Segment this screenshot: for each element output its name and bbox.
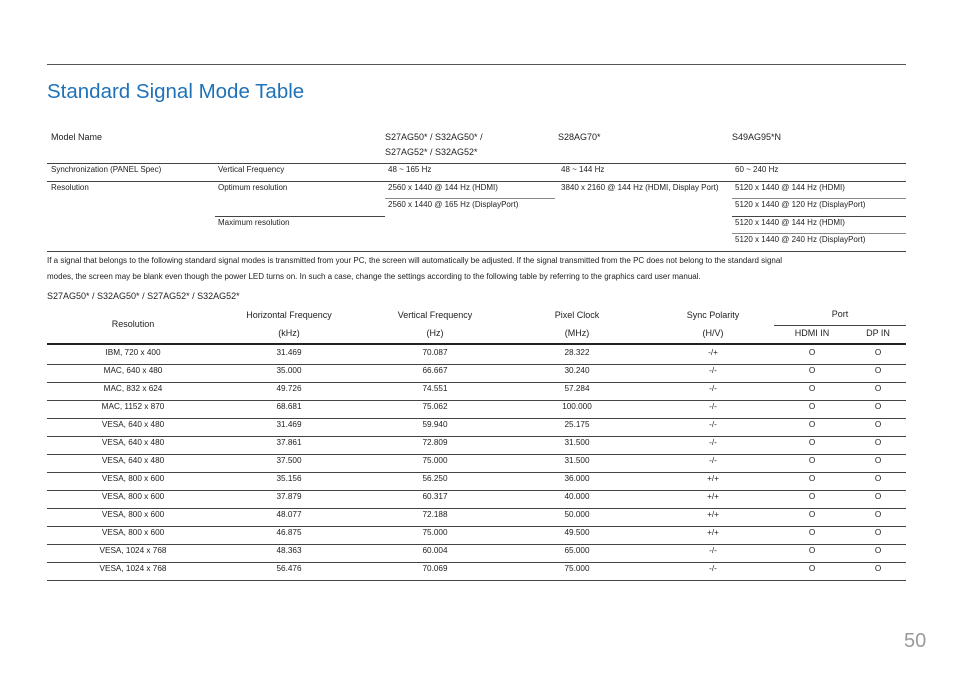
table-row [47,526,906,545]
cell-resolution: VESA, 640 x 480 [101,420,165,429]
opt-a-divider [385,198,555,199]
table-row [47,508,906,527]
table-row [47,472,906,491]
cell-dp: O [874,366,882,375]
table-row [47,418,906,437]
cell-sync: -/- [709,384,717,393]
cell-pclk: 49.500 [564,528,590,537]
opt-a1: 2560 x 1440 @ 144 Hz (HDMI) [388,183,498,192]
cell-resolution: MAC, 832 x 624 [103,384,163,393]
cell-hfreq: 56.476 [276,564,302,573]
cell-hfreq: 35.000 [276,366,302,375]
cell-hfreq: 46.875 [276,528,302,537]
col-hdmi: HDMI IN [794,328,830,338]
spec-sync-rule [47,181,906,182]
cell-pclk: 50.000 [564,510,590,519]
cell-dp: O [874,528,882,537]
cell-sync: +/+ [707,474,719,483]
cell-dp: O [874,510,882,519]
cell-vfreq: 60.004 [422,546,448,555]
cell-hfreq: 31.469 [276,348,302,357]
table-row [47,562,906,581]
col-vfreq: Vertical Frequency [397,310,473,320]
sync-label: Synchronization (PANEL Spec) [51,165,162,174]
table-row [47,544,906,563]
cell-resolution: IBM, 720 x 400 [105,348,161,357]
cell-pclk: 25.175 [564,420,590,429]
note-line-2: modes, the screen may be blank even though the power LED turns on. In such a case, change the settings according to the following table by referring to the graphics card user manual. [47,272,701,281]
cell-pclk: 65.000 [564,546,590,555]
cell-resolution: VESA, 800 x 600 [101,510,165,519]
opt-c-divider [732,198,906,199]
max-c1: 5120 x 1440 @ 144 Hz (HDMI) [735,218,845,227]
cell-vfreq: 72.188 [422,510,448,519]
cell-dp: O [874,564,882,573]
cell-hfreq: 48.077 [276,510,302,519]
col-vfreq-unit: (Hz) [426,328,444,338]
cell-sync: -/- [709,366,717,375]
cell-resolution: MAC, 1152 x 870 [101,402,165,411]
cell-pclk: 40.000 [564,492,590,501]
model-c: S49AG95*N [732,132,782,142]
signal-note [47,253,906,285]
cell-vfreq: 74.551 [422,384,448,393]
cell-hdmi: O [808,402,816,411]
cell-resolution: MAC, 640 x 480 [103,366,163,375]
port-divider [774,325,906,326]
model-name-label: Model Name [51,132,103,142]
cell-vfreq: 56.250 [422,474,448,483]
cell-sync: -/- [709,402,717,411]
cell-dp: O [874,348,882,357]
cell-sync: +/+ [707,492,719,501]
table-row [47,400,906,419]
cell-hdmi: O [808,474,816,483]
cell-vfreq: 72.809 [422,438,448,447]
model-subheading: S27AG50* / S32AG50* / S27AG52* / S32AG52* [47,291,240,301]
cell-hdmi: O [808,492,816,501]
cell-resolution: VESA, 1024 x 768 [99,546,167,555]
cell-hfreq: 68.681 [276,402,302,411]
cell-hdmi: O [808,348,816,357]
cell-hdmi: O [808,456,816,465]
spec-bottom-rule [47,251,906,252]
cell-pclk: 75.000 [564,564,590,573]
cell-dp: O [874,384,882,393]
max-label: Maximum resolution [218,218,290,227]
cell-pclk: 28.322 [564,348,590,357]
cell-dp: O [874,456,882,465]
cell-hdmi: O [808,510,816,519]
cell-hfreq: 35.156 [276,474,302,483]
cell-sync: -/- [709,564,717,573]
opt-c1: 5120 x 1440 @ 144 Hz (HDMI) [735,183,845,192]
cell-sync: +/+ [707,510,719,519]
table-row [47,346,906,365]
cell-hdmi: O [808,546,816,555]
max-left-rule [215,216,385,217]
sync-sub-label: Vertical Frequency [218,165,285,174]
cell-hdmi: O [808,420,816,429]
cell-vfreq: 70.069 [422,564,448,573]
cell-hdmi: O [808,528,816,537]
cell-pclk: 30.240 [564,366,590,375]
cell-vfreq: 66.667 [422,366,448,375]
col-resolution: Resolution [111,319,155,329]
cell-hdmi: O [808,438,816,447]
table-row [47,364,906,383]
model-b: S28AG70* [558,132,601,142]
table-row [47,454,906,473]
cell-pclk: 57.284 [564,384,590,393]
table-row [47,436,906,455]
sync-c: 60 ~ 240 Hz [735,165,779,174]
cell-dp: O [874,420,882,429]
cell-resolution: VESA, 640 x 480 [101,456,165,465]
cell-sync: -/- [709,456,717,465]
cell-dp: O [874,438,882,447]
cell-hfreq: 37.879 [276,492,302,501]
cell-resolution: VESA, 640 x 480 [101,438,165,447]
max-c-divider [732,233,906,234]
cell-resolution: VESA, 800 x 600 [101,492,165,501]
cell-dp: O [874,546,882,555]
cell-hfreq: 37.500 [276,456,302,465]
max-c2: 5120 x 1440 @ 240 Hz (DisplayPort) [735,235,866,244]
cell-hfreq: 31.469 [276,420,302,429]
cell-pclk: 31.500 [564,456,590,465]
sync-b: 48 ~ 144 Hz [561,165,605,174]
col-dp: DP IN [866,328,890,338]
model-a-line2: S27AG52* / S32AG52* [385,147,478,157]
page-title: Standard Signal Mode Table [47,80,305,103]
col-pclk-unit: (MHz) [564,328,590,338]
cell-dp: O [874,474,882,483]
col-sync-unit: (H/V) [702,328,724,338]
cell-dp: O [874,492,882,501]
cell-resolution: VESA, 800 x 600 [101,474,165,483]
page-number: 50 [904,630,927,652]
cell-vfreq: 75.000 [422,528,448,537]
model-a-line1: S27AG50* / S32AG50* / [385,132,483,142]
cell-vfreq: 70.087 [422,348,448,357]
col-sync: Sync Polarity [686,310,740,320]
cell-sync: -/- [709,438,717,447]
cell-hfreq: 48.363 [276,546,302,555]
cell-vfreq: 60.317 [422,492,448,501]
opt-c2: 5120 x 1440 @ 120 Hz (DisplayPort) [735,200,866,209]
cell-sync: -/- [709,420,717,429]
cell-hdmi: O [808,564,816,573]
cell-vfreq: 59.940 [422,420,448,429]
resolution-label: Resolution [51,183,89,192]
col-pclk: Pixel Clock [554,310,600,320]
top-rule [47,64,906,65]
optimum-label: Optimum resolution [218,183,288,192]
max-right-rule [732,216,906,217]
opt-b: 3840 x 2160 @ 144 Hz (HDMI, Display Port) [561,183,719,192]
sync-a: 48 ~ 165 Hz [388,165,432,174]
table-row [47,382,906,401]
col-hfreq: Horizontal Frequency [246,310,332,320]
header-rule [47,343,906,345]
col-port: Port [831,309,849,319]
cell-sync: -/+ [708,348,718,357]
cell-resolution: VESA, 1024 x 768 [99,564,167,573]
cell-hfreq: 37.861 [276,438,302,447]
cell-sync: -/- [709,546,717,555]
cell-hdmi: O [808,366,816,375]
cell-vfreq: 75.000 [422,456,448,465]
col-hfreq-unit: (kHz) [278,328,300,338]
opt-a2: 2560 x 1440 @ 165 Hz (DisplayPort) [388,200,519,209]
cell-dp: O [874,402,882,411]
cell-sync: +/+ [707,528,719,537]
cell-pclk: 100.000 [562,402,592,411]
cell-vfreq: 75.062 [422,402,448,411]
note-line-1: If a signal that belongs to the following standard signal modes is transmitted from your PC, the screen will automatically be adjusted. If the signal transmitted from the PC does not belong to the standard signal [47,256,783,265]
cell-resolution: VESA, 800 x 600 [101,528,165,537]
cell-hdmi: O [808,384,816,393]
cell-pclk: 36.000 [564,474,590,483]
cell-pclk: 31.500 [564,438,590,447]
cell-hfreq: 49.726 [276,384,302,393]
table-row [47,490,906,509]
spec-header-rule [47,163,906,164]
